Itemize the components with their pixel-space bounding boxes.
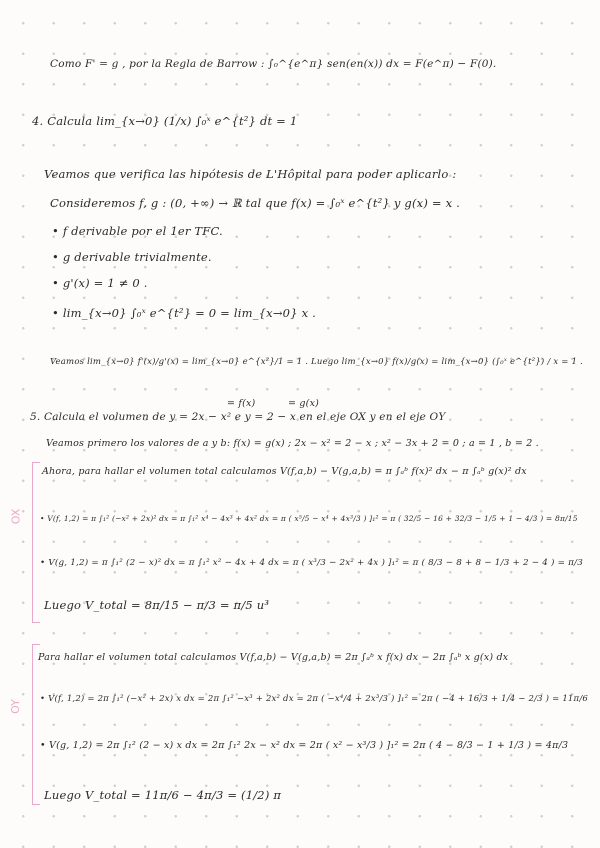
exercise-4-title: 4. Calcula lim_{x→0} (1/x) ∫₀ˣ e^{t²} dt = 1 — [32, 114, 298, 128]
ox-margin-label: OX — [9, 508, 23, 525]
ox-total-volume: Luego V_total = 8π/15 − π/3 = π/5 u³ — [44, 598, 270, 612]
exercise-5-title: 5. Calcula el volumen de y = 2x − x² e y = 2 − x en el eje OX y en el eje OY — [30, 411, 446, 423]
exercise-4-conclusion: Veamos lim_{x→0} f'(x)/g'(x) = lim_{x→0} e^{x²}/1 = 1 . Luego lim_{x→0} f(x)/g(x) = lim_{x→0} (∫₀ˣ e^{t²}) / x = 1 . — [50, 357, 583, 367]
exercise-5-roots: Veamos primero los valores de a y b: f(x) = g(x) ; 2x − x² = 2 − x ; x² − 3x + 2 = 0 ; a = 1 , b = 2 . — [46, 438, 539, 449]
exercise-4-bullet-2: • g derivable trivialmente. — [52, 250, 212, 264]
oy-total-volume: Luego V_total = 11π/6 − 4π/3 = (1/2) π — [44, 788, 282, 802]
oy-volume-f: • V(f, 1,2) = 2π ∫₁² (−x² + 2x) x dx = 2π ∫₁² −x³ + 2x² dx = 2π ( −x⁴/4 + 2x³/3 ) ]₁² = 2π ( −4 + 16/3 + 1/4 − 2/3 ) = 11π/6 — [40, 694, 589, 704]
exercise-5-g-label: = g(x) — [288, 398, 320, 409]
oy-volume-g: • V(g, 1,2) = 2π ∫₁² (2 − x) x dx = 2π ∫₁² 2x − x² dx = 2π ( x² − x³/3 ) ]₁² = 2π ( 4 − 8/3 − 1 + 1/3 ) = 4π/3 — [40, 740, 569, 751]
ox-bracket-top — [32, 462, 40, 463]
exercise-4-intro: Veamos que verifica las hipótesis de L'Hôpital para poder aplicarlo : — [44, 167, 457, 181]
ox-bracket-bottom — [32, 622, 40, 623]
oy-bracket-bottom — [32, 804, 40, 805]
exercise-4-bullet-1: • f derivable por el 1er TFC. — [52, 224, 223, 238]
exercise-4-bullet-4: • lim_{x→0} ∫₀ˣ e^{t²} = 0 = lim_{x→0} x . — [52, 306, 316, 320]
oy-intro: Para hallar el volumen total calculamos V(f,a,b) − V(g,a,b) = 2π ∫ₐᵇ x f(x) dx − 2π ∫ₐᵇ x g(x) dx — [38, 652, 509, 663]
ox-volume-g: • V(g, 1,2) = π ∫₁² (2 − x)² dx = π ∫₁² x² − 4x + 4 dx = π ( x³/3 − 2x² + 4x ) ]₁² = π ( 8/3 − 8 + 8 − 1/3 + 2 − 4 ) = π/3 — [40, 558, 583, 568]
ox-bracket-line — [32, 462, 33, 622]
oy-margin-label: OY — [8, 699, 22, 714]
exercise-5-f-label: = f(x) — [227, 398, 256, 409]
barrow-conclusion-line: Como F' = g , por la Regla de Barrow : ∫₀^{e^π} sen(en(x)) dx = F(e^π) − F(0). — [50, 58, 497, 70]
ox-intro: Ahora, para hallar el volumen total calculamos V(f,a,b) − V(g,a,b) = π ∫ₐᵇ f(x)² dx − π ∫ₐᵇ g(x)² dx — [42, 466, 527, 477]
oy-bracket-top — [32, 644, 40, 645]
oy-bracket-line — [32, 644, 33, 804]
exercise-4-bullet-3: • g'(x) = 1 ≠ 0 . — [52, 276, 148, 290]
exercise-4-consider: Consideremos f, g : (0, +∞) → ℝ tal que f(x) = ∫₀ˣ e^{t²} y g(x) = x . — [50, 196, 460, 210]
ox-volume-f: • V(f, 1,2) = π ∫₁² (−x² + 2x)² dx = π ∫₁² x⁴ − 4x³ + 4x² dx = π ( x⁵/5 − x⁴ + 4x³/3 ) ]₁² = π ( 32/5 − 16 + 32/3 − 1/5 + 1 − 4/3 ) = 8π/15 — [40, 514, 578, 523]
